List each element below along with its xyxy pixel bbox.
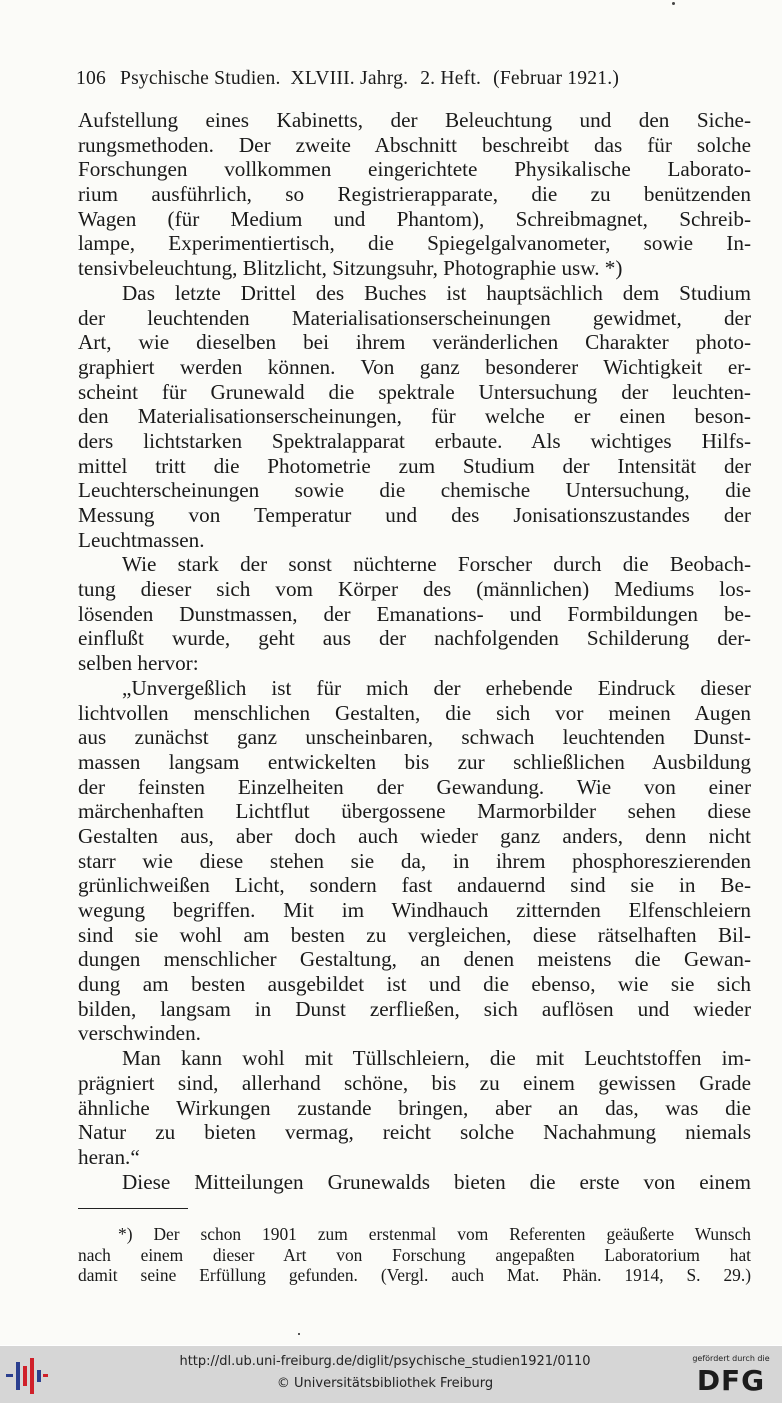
text-line: Leuchtmassen. [78,527,205,552]
volume-label: XLVIII. Jahrg. [290,68,409,89]
text-line: Art, wie dieselben bei ihrem veränderlichen Charakter photo- [78,330,751,355]
text-line: Wie stark der sonst nüchterne Forscher durch die Beobach- [122,552,751,577]
text-line: selben hervor: [78,651,199,676]
text-line: „Unvergeßlich ist für mich der erhebende Eindruck dieser [122,675,751,700]
text-line: wegung begriffen. Mit im Windhauch zitternden Elfenschleiern [78,898,751,922]
text-line: dungen menschlicher Gestaltung, an denen meistens die Gewan- [78,947,751,972]
journal-title: Psychische Studien. [120,68,281,89]
text-line: Aufstellung eines Kabinetts, der Beleuchtung und den Siche- [78,108,751,132]
dfg-logo: DFG [696,1364,766,1397]
footnote-line: damit seine Erfüllung gefunden. (Vergl. auch Mat. Phän. 1914, S. 29.) [78,1265,751,1285]
text-line: graphiert werden können. Von ganz besonderer Wichtigkeit er- [78,354,751,379]
running-header [76,68,708,94]
text-line: Leuchterscheinungen sowie die chemische Untersuchung, die [78,478,751,503]
issue-label: 2. Heft. [420,68,482,89]
viewer-footer-bar [0,1346,782,1403]
footnote-block [78,1224,751,1286]
text-line: prägniert sind, allerhand schöne, bis zu einem gewissen Grade [78,1070,751,1095]
main-text-block [78,108,751,1194]
permalink-url[interactable]: http://dl.ub.uni-freiburg.de/diglit/psychische_studien1921/0110 [179,1354,591,1369]
text-line: ders lichtstarken Spektralapparat erbaute. Als wichtiges Hilfs- [78,428,751,453]
text-line: bilden, langsam in Dunst zerfließen, sich auflösen und wieder [78,996,751,1021]
text-line: Man kann wohl mit Tüllschleiern, die mit Leuchtstoffen im- [122,1046,751,1071]
text-line: starr wie diese stehen sie da, in ihrem phosphoreszierenden [78,848,751,873]
funder-note: gefördert durch die [692,1354,770,1363]
text-line: scheint für Grunewald die spektrale Untersuchung der leuchten- [78,379,751,404]
text-line: Natur zu bieten vermag, reicht solche Nachahmung niemals [78,1120,751,1145]
text-line: lösenden Dunstmassen, der Emanations- und Formbildungen be- [78,601,751,626]
text-line: grünlichweißen Licht, sondern fast andauernd sind sie in Be- [78,873,751,898]
page-number: 106 [76,68,106,89]
ink-speck [298,1333,300,1335]
text-line: verschwinden. [78,1021,201,1046]
text-line: den Materialisationserscheinungen, für welche er einen beson- [78,404,751,429]
text-line: aus zunächst ganz unscheinbaren, schwach leuchtenden Dunst- [78,725,751,750]
footnote-separator-rule [78,1208,188,1209]
ink-speck [672,2,675,5]
text-line: sind sie wohl am besten zu vergleichen, diese rätselhaften Bil- [78,922,751,947]
footnote-line: *) Der schon 1901 zum erstenmal vom Referenten geäußerte Wunsch [118,1224,751,1244]
text-line: ähnliche Wirkungen zustande bringen, aber an das, was die [78,1095,751,1120]
copyright-notice: © Universitätsbibliothek Freiburg [276,1376,494,1391]
text-line: lichtvollen menschlichen Gestalten, die sich vor meinen Augen [78,700,751,725]
text-line: einflußt wurde, geht aus der nachfolgenden Schilderung der- [78,626,751,651]
text-line: Forschungen vollkommen eingerichtete Physikalische Laborato- [78,157,751,182]
text-line: mittel tritt die Photometrie zum Studium der Intensität der [78,453,751,478]
text-line: Diese Mitteilungen Grunewalds bieten die erste von einem [122,1169,751,1194]
footnote-line: nach einem dieser Art von Forschung angepaßten Laboratorium hat [78,1244,751,1265]
text-line: rungsmethoden. Der zweite Abschnitt beschreibt das für solche [78,132,751,157]
text-line: tensivbeleuchtung, Blitzlicht, Sitzungsuhr, Photographie usw. *) [78,256,623,281]
text-line: Gestalten aus, aber doch auch wieder ganz anders, denn nicht [78,823,751,848]
text-line: rium ausführlich, so Registrierapparate, die zu benützenden [78,182,751,207]
text-line: Wagen (für Medium und Phantom), Schreibmagnet, Schreib- [78,206,751,231]
text-line: massen langsam entwickelten bis zur schließlichen Ausbildung [78,749,751,774]
text-line: dung am besten ausgebildet ist und die ebenso, wie sie sich [78,972,751,997]
text-line: Das letzte Drittel des Buches ist hauptsächlich dem Studium [122,280,751,305]
text-line: lampe, Experimentiertisch, die Spiegelgalvanometer, sowie In- [78,231,751,256]
text-line: Messung von Temperatur und des Jonisationszustandes der [78,503,751,527]
text-line: der leuchtenden Materialisationserscheinungen gewidmet, der [78,305,751,330]
issue-date: (Februar 1921.) [493,68,620,89]
ub-freiburg-logo-icon [6,1356,48,1396]
text-line: heran.“ [78,1144,140,1169]
text-line: tung dieser sich vom Körper des (männlichen) Mediums los- [78,577,751,602]
text-line: märchenhaften Lichtflut übergossene Marmorbilder sehen diese [78,799,751,824]
text-line: der feinsten Einzelheiten der Gewandung. Wie von einer [78,774,751,799]
